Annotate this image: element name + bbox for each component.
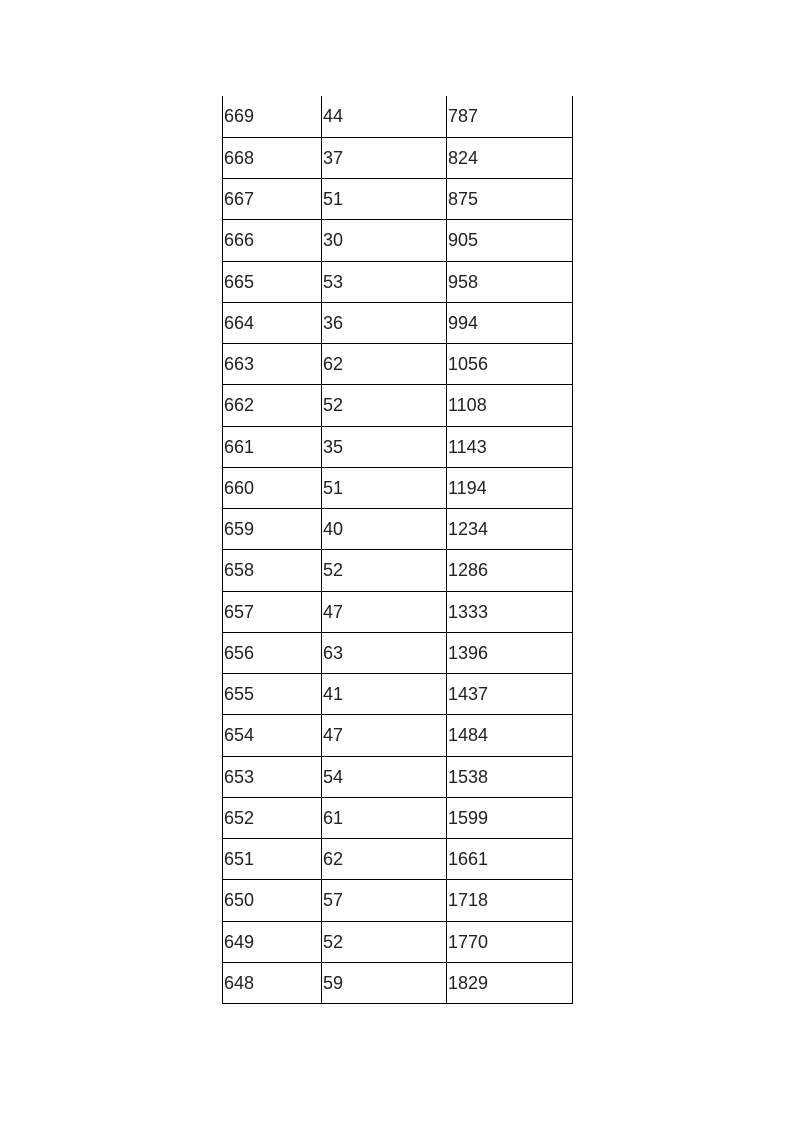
table-cell: 1484 (447, 715, 573, 756)
table-cell: 665 (223, 261, 322, 302)
table-row (223, 839, 573, 880)
table-row (223, 674, 573, 715)
table-cell: 36 (322, 302, 447, 343)
table-cell: 1143 (447, 426, 573, 467)
table-cell: 1108 (447, 385, 573, 426)
table-cell: 669 (223, 96, 322, 137)
table-cell: 62 (322, 344, 447, 385)
table-cell: 660 (223, 467, 322, 508)
table-cell: 662 (223, 385, 322, 426)
table-row (223, 591, 573, 632)
table-row (223, 509, 573, 550)
table-cell: 663 (223, 344, 322, 385)
table-cell: 1538 (447, 756, 573, 797)
data-table (222, 96, 573, 1004)
table-cell: 52 (322, 550, 447, 591)
table-row (223, 880, 573, 921)
table-row (223, 96, 573, 137)
table-cell: 654 (223, 715, 322, 756)
table-cell: 37 (322, 137, 447, 178)
table-cell: 650 (223, 880, 322, 921)
table-cell: 652 (223, 797, 322, 838)
table-cell: 1437 (447, 674, 573, 715)
table-cell: 40 (322, 509, 447, 550)
table-cell: 658 (223, 550, 322, 591)
table-cell: 651 (223, 839, 322, 880)
table-cell: 52 (322, 921, 447, 962)
table-cell: 648 (223, 962, 322, 1003)
table-row (223, 261, 573, 302)
table-cell: 905 (447, 220, 573, 261)
table-cell: 657 (223, 591, 322, 632)
table-row (223, 385, 573, 426)
table-cell: 47 (322, 715, 447, 756)
table-cell: 1056 (447, 344, 573, 385)
table-cell: 1333 (447, 591, 573, 632)
table-cell: 51 (322, 467, 447, 508)
table-cell: 1286 (447, 550, 573, 591)
table-row (223, 467, 573, 508)
table-cell: 1234 (447, 509, 573, 550)
table-cell: 62 (322, 839, 447, 880)
table-row (223, 921, 573, 962)
table-cell: 661 (223, 426, 322, 467)
table-row (223, 962, 573, 1003)
table-row (223, 756, 573, 797)
table-cell: 44 (322, 96, 447, 137)
table-cell: 47 (322, 591, 447, 632)
table-row (223, 344, 573, 385)
table-cell: 30 (322, 220, 447, 261)
table-row (223, 137, 573, 178)
table-cell: 52 (322, 385, 447, 426)
table-cell: 824 (447, 137, 573, 178)
table-cell: 666 (223, 220, 322, 261)
table-row (223, 632, 573, 673)
table-cell: 61 (322, 797, 447, 838)
table-cell: 664 (223, 302, 322, 343)
table-cell: 59 (322, 962, 447, 1003)
table-cell: 875 (447, 179, 573, 220)
table-cell: 1194 (447, 467, 573, 508)
table-cell: 51 (322, 179, 447, 220)
table-cell: 1396 (447, 632, 573, 673)
table-cell: 659 (223, 509, 322, 550)
table-cell: 53 (322, 261, 447, 302)
table-cell: 1829 (447, 962, 573, 1003)
table-row (223, 179, 573, 220)
table-cell: 649 (223, 921, 322, 962)
table-cell: 54 (322, 756, 447, 797)
table-cell: 1718 (447, 880, 573, 921)
table-cell: 63 (322, 632, 447, 673)
table-cell: 653 (223, 756, 322, 797)
table-cell: 656 (223, 632, 322, 673)
table-row (223, 426, 573, 467)
table-cell: 57 (322, 880, 447, 921)
table-cell: 41 (322, 674, 447, 715)
table-cell: 655 (223, 674, 322, 715)
table-row (223, 715, 573, 756)
table-cell: 35 (322, 426, 447, 467)
table-cell: 994 (447, 302, 573, 343)
table-cell: 787 (447, 96, 573, 137)
table-cell: 958 (447, 261, 573, 302)
table-cell: 668 (223, 137, 322, 178)
table-body (223, 96, 573, 1004)
table-row (223, 550, 573, 591)
table-cell: 1661 (447, 839, 573, 880)
table-row (223, 220, 573, 261)
table-cell: 667 (223, 179, 322, 220)
table-cell: 1770 (447, 921, 573, 962)
table-row (223, 302, 573, 343)
table-row (223, 797, 573, 838)
table-cell: 1599 (447, 797, 573, 838)
